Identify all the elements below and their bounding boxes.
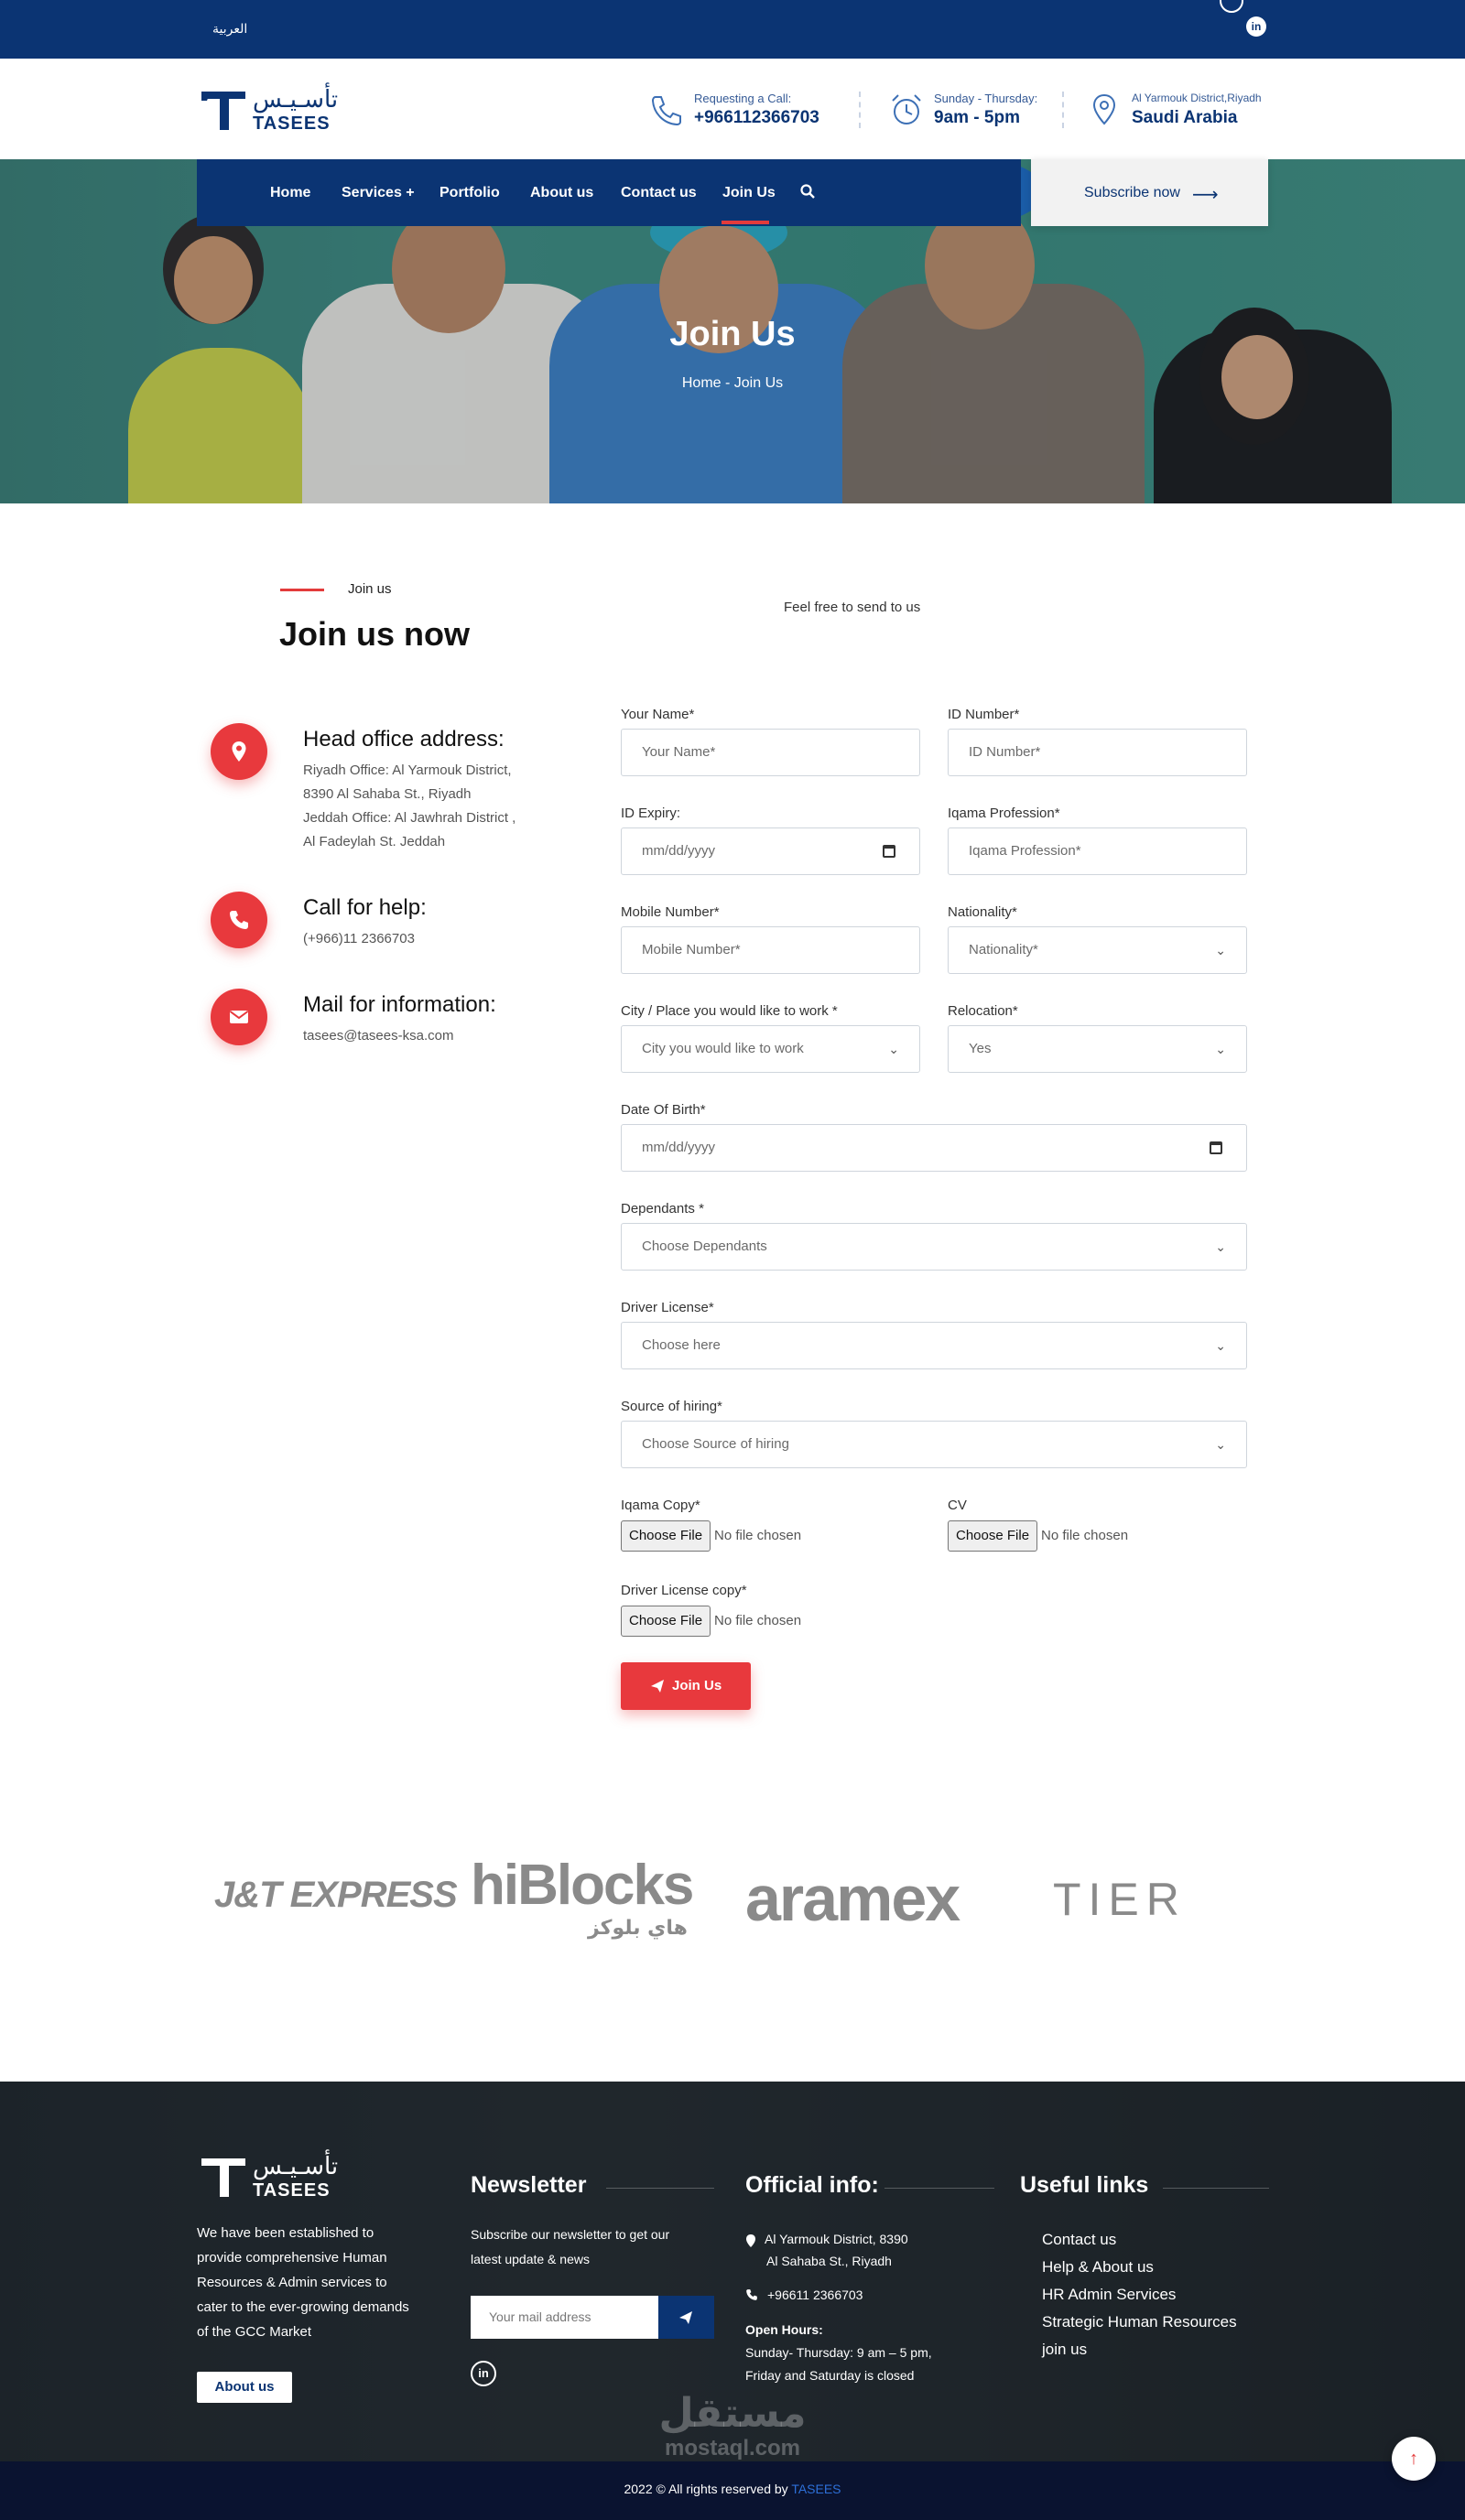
partner-name-arabic: هاي بلوكز <box>588 1917 688 1940</box>
driver-license-select[interactable] <box>621 1322 1247 1369</box>
page-title: Join Us <box>669 315 796 353</box>
iqama-copy-label: Iqama Copy* <box>621 1498 700 1513</box>
section-title: Join us now <box>279 615 471 653</box>
driver-license-label: Driver License* <box>621 1300 714 1315</box>
id-expiry-label: ID Expiry: <box>621 806 681 821</box>
chevron-down-icon: ⌄ <box>1215 1338 1226 1353</box>
nationality-label: Nationality* <box>948 904 1017 920</box>
footer-logo[interactable] <box>201 2155 348 2201</box>
nav-about[interactable]: About us <box>530 185 594 200</box>
official-phone[interactable]: +96611 2366703 <box>767 2287 863 2302</box>
scroll-to-top-button[interactable] <box>1392 2437 1436 2481</box>
open-hours-line: Friday and Saturday is closed <box>745 2368 915 2383</box>
chevron-down-icon: ⌄ <box>1215 1239 1226 1254</box>
copyright-text <box>0 2482 1465 2496</box>
id-expiry-input[interactable] <box>621 827 920 875</box>
section-eyebrow: Join us <box>348 581 392 597</box>
social-icon[interactable] <box>1220 0 1243 13</box>
address-lines <box>303 759 515 854</box>
call-title: Call for help: <box>303 895 427 920</box>
call-badge <box>211 892 267 948</box>
alarm-clock-icon <box>888 92 925 128</box>
open-hours-line: Sunday- Thursday: 9 am – 5 pm, <box>745 2345 932 2360</box>
location-label: Al Yarmouk District,Riyadh <box>1132 92 1262 104</box>
footer-title-rule <box>606 2188 714 2189</box>
nav-portfolio[interactable]: Portfolio <box>440 185 500 200</box>
call-value: +966112366703 <box>694 108 819 127</box>
nav-join-us[interactable]: Join Us <box>722 185 776 200</box>
chevron-down-icon: ⌄ <box>1215 1042 1226 1056</box>
open-hours <box>745 2342 932 2387</box>
phone-icon <box>648 92 685 128</box>
mail-badge <box>211 989 267 1045</box>
linkedin-icon[interactable]: in <box>1246 16 1266 37</box>
copyright-bar <box>0 2461 1465 2520</box>
id-number-label: ID Number* <box>948 707 1020 722</box>
main-nav <box>197 159 1021 226</box>
subscribe-button[interactable] <box>1031 159 1268 226</box>
map-pin-icon <box>228 741 250 762</box>
arrow-up-icon: ↑ <box>1409 2449 1418 2469</box>
chevron-down-icon: ⌄ <box>1215 1437 1226 1452</box>
dependants-label: Dependants * <box>621 1201 704 1217</box>
logo-latin: TASEES <box>253 114 331 134</box>
source-label: Source of hiring* <box>621 1399 722 1414</box>
address-line: Al Fadeylah St. Jeddah <box>303 834 446 849</box>
partner-name: J&T EXPRESS <box>214 1875 457 1915</box>
logo-arabic: تأسـيـس <box>253 2153 339 2180</box>
license-copy-file-button[interactable]: Choose File <box>621 1606 711 1637</box>
header-divider <box>859 92 861 128</box>
city-value: City you would like to work <box>642 1041 804 1056</box>
top-bar <box>0 0 1465 59</box>
footer-link-hr-admin[interactable]: HR Admin Services <box>1042 2286 1177 2303</box>
chevron-down-icon: ⌄ <box>888 1042 899 1056</box>
license-copy-status: No file chosen <box>714 1613 802 1628</box>
footer-link-help[interactable]: Help & About us <box>1042 2258 1154 2276</box>
source-select[interactable] <box>621 1421 1247 1468</box>
official-info-title: Official info: <box>745 2172 879 2198</box>
partner-name: aramex <box>745 1863 960 1934</box>
useful-links-title: Useful links <box>1020 2172 1149 2198</box>
name-input[interactable]: Your Name* <box>621 729 920 776</box>
nationality-select[interactable] <box>948 926 1247 974</box>
calendar-icon[interactable] <box>1210 1141 1222 1154</box>
footer-about-line: cater to the ever-growing demands <box>197 2299 409 2315</box>
nav-home[interactable]: Home <box>270 185 311 200</box>
profession-input[interactable]: Iqama Profession* <box>948 827 1247 875</box>
license-copy-label: Driver License copy* <box>621 1583 747 1598</box>
subscribe-label: Subscribe now <box>1084 185 1180 200</box>
id-number-input[interactable]: ID Number* <box>948 729 1247 776</box>
official-address <box>765 2228 908 2272</box>
cv-status: No file chosen <box>1041 1528 1129 1543</box>
official-address-line: Al Yarmouk District, 8390 <box>765 2232 908 2246</box>
mail-address[interactable]: tasees@tasees-ksa.com <box>303 1028 454 1044</box>
logo-latin: TASEES <box>253 2180 331 2201</box>
address-title: Head office address: <box>303 727 505 752</box>
relocation-value: Yes <box>969 1041 992 1056</box>
iqama-copy-file-button[interactable]: Choose File <box>621 1520 711 1552</box>
call-number[interactable]: (+966)11 2366703 <box>303 931 415 946</box>
search-icon[interactable] <box>800 184 815 199</box>
iqama-copy-status: No file chosen <box>714 1528 802 1543</box>
join-submit-label: Join Us <box>672 1678 722 1693</box>
newsletter-email-input[interactable]: Your mail address <box>471 2296 658 2339</box>
footer-title-rule <box>1163 2188 1269 2189</box>
footer-link-join[interactable]: join us <box>1042 2341 1088 2358</box>
partner-logo-tier[interactable] <box>1053 1840 1242 1931</box>
cv-label: CV <box>948 1498 967 1513</box>
phone-icon <box>228 909 250 931</box>
footer-about-line: Resources & Admin services to <box>197 2275 387 2290</box>
city-label: City / Place you would like to work * <box>621 1003 838 1019</box>
partner-name: TIER <box>1053 1874 1187 1925</box>
partner-logo-hiblocks[interactable] <box>471 1840 723 1940</box>
date-placeholder: mm/dd/yyyy <box>642 1140 716 1155</box>
partner-logo-jt[interactable] <box>214 1840 457 1931</box>
footer-about-button[interactable]: About us <box>197 2372 292 2403</box>
footer-about-text <box>197 2221 409 2344</box>
map-pin-icon <box>745 2234 756 2247</box>
logo-arabic: تأسـيـس <box>253 86 339 114</box>
location-info <box>1086 88 1278 143</box>
paper-plane-icon <box>650 1679 665 1693</box>
dependants-select[interactable] <box>621 1223 1247 1271</box>
footer-link-strategic-hr[interactable]: Strategic Human Resources <box>1042 2313 1237 2331</box>
site-logo[interactable] <box>201 88 348 134</box>
hours-value: 9am - 5pm <box>934 108 1020 127</box>
hours-label: Sunday - Thursday: <box>934 92 1038 105</box>
city-select[interactable] <box>621 1025 920 1073</box>
footer-about-line: of the GCC Market <box>197 2324 312 2340</box>
nav-active-indicator <box>722 221 769 224</box>
watermark <box>641 2391 824 2464</box>
linkedin-icon[interactable]: in <box>471 2361 496 2386</box>
official-address-line: Al Sahaba St., Riyadh <box>766 2254 892 2268</box>
dob-label: Date Of Birth* <box>621 1102 706 1118</box>
chevron-down-icon: ⌄ <box>1215 943 1226 957</box>
header-divider <box>1062 92 1064 128</box>
mobile-label: Mobile Number* <box>621 904 720 920</box>
relocation-label: Relocation* <box>948 1003 1018 1019</box>
newsletter-text <box>471 2223 669 2272</box>
location-value: Saudi Arabia <box>1132 108 1238 127</box>
address-line: Riyadh Office: Al Yarmouk District, <box>303 762 512 778</box>
call-info[interactable] <box>648 88 841 143</box>
profession-label: Iqama Profession* <box>948 806 1060 821</box>
footer-link-contact[interactable]: Contact us <box>1042 2231 1117 2248</box>
hours-info <box>888 88 1053 143</box>
address-badge <box>211 723 267 780</box>
open-hours-title: Open Hours: <box>745 2322 823 2337</box>
copyright-label: 2022 © All rights reserved by <box>624 2482 792 2496</box>
cv-file-button[interactable]: Choose File <box>948 1520 1037 1552</box>
section-accent-line <box>280 589 324 591</box>
dependants-value: Choose Dependants <box>642 1238 767 1254</box>
source-value: Choose Source of hiring <box>642 1436 789 1452</box>
driver-license-value: Choose here <box>642 1337 721 1353</box>
address-line: Jeddah Office: Al Jawhrah District , <box>303 810 516 826</box>
mail-title: Mail for information: <box>303 992 496 1017</box>
nationality-value: Nationality* <box>969 942 1038 957</box>
nav-contact[interactable]: Contact us <box>621 185 697 200</box>
partner-name: hiBlocks <box>471 1854 693 1917</box>
newsletter-title: Newsletter <box>471 2172 587 2198</box>
nav-services[interactable]: Services + <box>342 185 415 200</box>
envelope-icon <box>228 1006 250 1028</box>
arrow-right-icon: ⟶ <box>1192 185 1219 205</box>
address-line: 8390 Al Sahaba St., Riyadh <box>303 786 472 802</box>
mobile-input[interactable]: Mobile Number* <box>621 926 920 974</box>
phone-icon <box>745 2288 758 2301</box>
section-note: Feel free to send to us <box>784 600 921 615</box>
footer-about-line: We have been established to <box>197 2225 374 2241</box>
footer-about-line: provide comprehensive Human <box>197 2250 387 2266</box>
breadcrumb[interactable]: Home - Join Us <box>681 375 784 391</box>
join-submit-button[interactable] <box>621 1662 751 1710</box>
watermark-latin: mostaql.com <box>664 2436 801 2461</box>
relocation-select[interactable] <box>948 1025 1247 1073</box>
language-switch[interactable]: العربية <box>212 22 248 37</box>
map-pin-icon <box>1086 92 1123 128</box>
name-label: Your Name* <box>621 707 695 722</box>
newsletter-line: Subscribe our newsletter to get our <box>471 2227 670 2242</box>
copyright-brand-link[interactable]: TASEES <box>791 2482 841 2496</box>
call-label: Requesting a Call: <box>694 92 792 105</box>
calendar-icon[interactable] <box>883 845 895 858</box>
dob-input[interactable] <box>621 1124 1247 1172</box>
footer-title-rule <box>884 2188 994 2189</box>
watermark-arabic: مستقل <box>658 2390 807 2437</box>
date-placeholder: mm/dd/yyyy <box>642 843 716 859</box>
newsletter-send-button[interactable] <box>658 2296 714 2339</box>
paper-plane-icon <box>678 2310 693 2325</box>
partner-logo-aramex[interactable] <box>745 1840 994 1934</box>
newsletter-line: latest update & news <box>471 2252 590 2266</box>
